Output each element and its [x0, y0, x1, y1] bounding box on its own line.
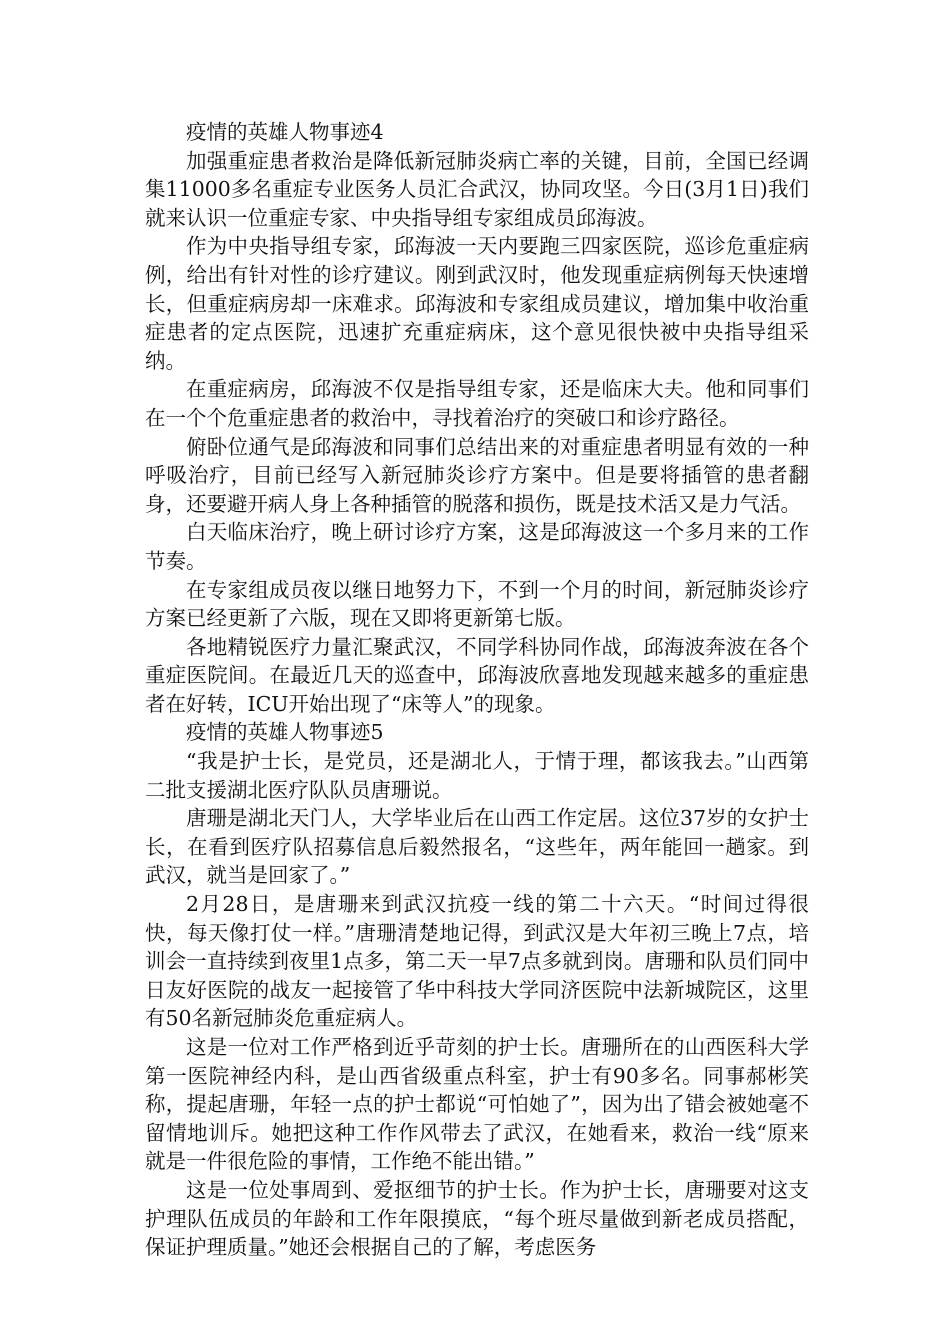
- paragraph: “我是护士长，是党员，还是湖北人，于情于理，都该我去。”山西第二批支援湖北医疗队队员唐珊说。: [145, 749, 809, 802]
- paragraph: 加强重症患者救治是降低新冠肺炎病亡率的关键，目前，全国已经调集11000多名重症专业医务人员汇合武汉，协同攻坚。今日(3月1日)我们就来认识一位重症专家、中央指导组专家组成员邱海波。: [145, 148, 809, 230]
- paragraph: 在专家组成员夜以继日地努力下，不到一个月的时间，新冠肺炎诊疗方案已经更新了六版，现在又即将更新第七版。: [145, 577, 809, 631]
- paragraph: 俯卧位通气是邱海波和同事们总结出来的对重症患者明显有效的一种呼吸治疗，目前已经写入新冠肺炎诊疗方案中。但是要将插管的患者翻身，还要避开病人身上各种插管的脱落和损伤，既是技术活又是力气活。: [145, 434, 809, 516]
- paragraph: 这是一位处事周到、爱抠细节的护士长。作为护士长，唐珊要对这支护理队伍成员的年龄和工作年限摸底，“每个班尽量做到新老成员搭配，保证护理质量。”她还会根据自己的了解，考虑医务: [145, 1177, 809, 1260]
- paragraph: 2月28日，是唐珊来到武汉抗疫一线的第二十六天。“时间过得很快，每天像打仗一样。”唐珊清楚地记得，到武汉是大年初三晚上7点，培训会一直持续到夜里1点多，第二天一早7点多就到岗。唐珊和队员们同中日友好医院的战友一起接管了华中科技大学同济医院中法新城院区，这里有50名新冠肺炎危重症病人。: [145, 892, 809, 1031]
- paragraph: 这是一位对工作严格到近乎苛刻的护士长。唐珊所在的山西医科大学第一医院神经内科，是山西省级重点科室，护士有90多名。同事郝彬笑称，提起唐珊，年轻一点的护士都说“可怕她了”，因为出了错会被她毫不留情地训斥。她把这种工作作风带去了武汉，在她看来，救治一线“原来就是一件很危险的事情，工作绝不能出错。”: [145, 1035, 809, 1174]
- paragraph: 各地精锐医疗力量汇聚武汉，不同学科协同作战，邱海波奔波在各个重症医院间。在最近几天的巡查中，邱海波欣喜地发现越来越多的重症患者在好转，ICU开始出现了“床等人”的现象。: [145, 634, 809, 716]
- section-heading: 疫情的英雄人物事迹5: [186, 720, 384, 745]
- paragraph: 白天临床治疗，晚上研讨诊疗方案，这是邱海波这一个多月来的工作节奏。: [145, 520, 809, 573]
- document-page: [145, 118, 809, 1262]
- section-heading: 疫情的英雄人物事迹4: [186, 120, 384, 144]
- paragraph: 在重症病房，邱海波不仅是指导组专家，还是临床大夫。他和同事们在一个个危重症患者的救治中，寻找着治疗的突破口和诊疗路径。: [145, 377, 809, 430]
- paragraph: 作为中央指导组专家，邱海波一天内要跑三四家医院，巡诊危重症病例，给出有针对性的诊疗建议。刚到武汉时，他发现重症病例每天快速增长，但重症病房却一床难求。邱海波和专家组成员建议，增加集中收治重症患者的定点医院，迅速扩充重症病床，这个意见很快被中央指导组采纳。: [145, 234, 809, 373]
- paragraph: 唐珊是湖北天门人，大学毕业后在山西工作定居。这位37岁的女护士长，在看到医疗队招募信息后毅然报名，“这些年，两年能回一趟家。到武汉，就当是回家了。”: [145, 806, 809, 888]
